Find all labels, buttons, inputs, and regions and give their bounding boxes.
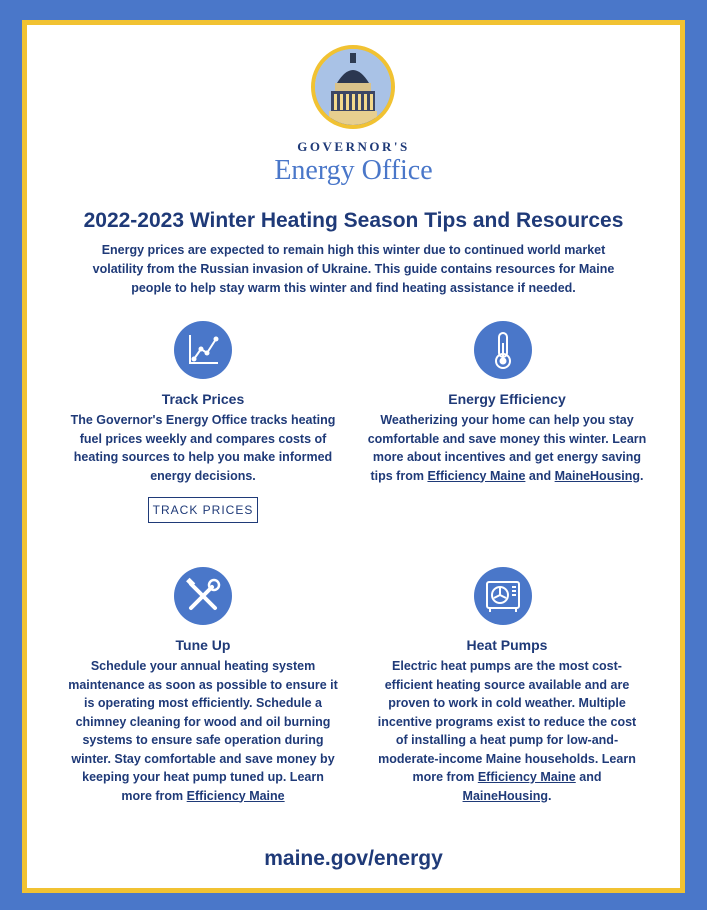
tune-up-body bbox=[67, 657, 339, 805]
heat-pumps-text: Electric heat pumps are the most cost-efficient heating source available and are proven to work in cold weather. Multiple incentive programs exist to reduce the cost of installing a heat pump for low-and-moderate-income Maine households. Learn more from bbox=[377, 659, 637, 784]
efficiency-maine-link[interactable]: Efficiency Maine bbox=[186, 788, 285, 803]
period-text: . bbox=[640, 468, 644, 483]
and-text: and bbox=[579, 770, 602, 784]
page-title: 2022-2023 Winter Heating Season Tips and Resources bbox=[83, 209, 624, 232]
intro-paragraph: Energy prices are expected to remain high this winter due to continued world market volatility from the Russian invasion of Ukraine. This guide contains resources for Maine people to help stay warm this winter and find heating assistance if needed. bbox=[92, 243, 615, 295]
heat-pump-icon bbox=[474, 567, 532, 625]
efficiency-maine-link[interactable]: Efficiency Maine bbox=[427, 468, 526, 483]
period-text: . bbox=[547, 788, 552, 803]
heat-pumps-body bbox=[371, 657, 643, 805]
track-prices-body: The Governor's Energy Office tracks heating fuel prices weekly and compares costs of heating sources to help you make informed energy decisions. bbox=[70, 413, 336, 483]
capitol-dome-seal bbox=[311, 45, 395, 129]
track-prices-button[interactable]: TRACK PRICES bbox=[148, 497, 258, 523]
tools-icon bbox=[174, 567, 232, 625]
office-prefix: GOVERNOR'S bbox=[297, 139, 410, 154]
line-chart-icon bbox=[174, 321, 232, 379]
tune-up-text: Schedule your annual heating system maintenance as soon as possible to ensure it is operating most efficiently. Schedule a chimney cleaning for wood and oil burning systems to ensure safe operation during winter. Stay comfortable and save money by keeping your heat pump tuned up. Learn more from bbox=[68, 659, 338, 803]
capitol-dome-icon bbox=[315, 49, 391, 125]
flyer-page bbox=[22, 20, 685, 893]
and-text: and bbox=[528, 468, 552, 483]
energy-efficiency-body bbox=[363, 411, 651, 485]
mainehousing-link[interactable]: MaineHousing bbox=[554, 468, 641, 483]
footer-url[interactable]: maine.gov/energy bbox=[264, 847, 443, 870]
mainehousing-link[interactable]: MaineHousing bbox=[462, 788, 548, 803]
track-prices-title: Track Prices bbox=[161, 391, 245, 407]
energy-efficiency-text: Weatherizing your home can help you stay comfortable and save money this winter. Learn more about incentives and get energy saving tips from bbox=[367, 413, 647, 483]
efficiency-maine-link[interactable]: Efficiency Maine bbox=[477, 770, 576, 784]
tune-up-title: Tune Up bbox=[175, 637, 231, 653]
office-name: Energy Office bbox=[274, 155, 433, 186]
heat-pumps-title: Heat Pumps bbox=[466, 637, 548, 653]
thermometer-icon bbox=[474, 321, 532, 379]
energy-efficiency-title: Energy Efficiency bbox=[448, 391, 566, 407]
